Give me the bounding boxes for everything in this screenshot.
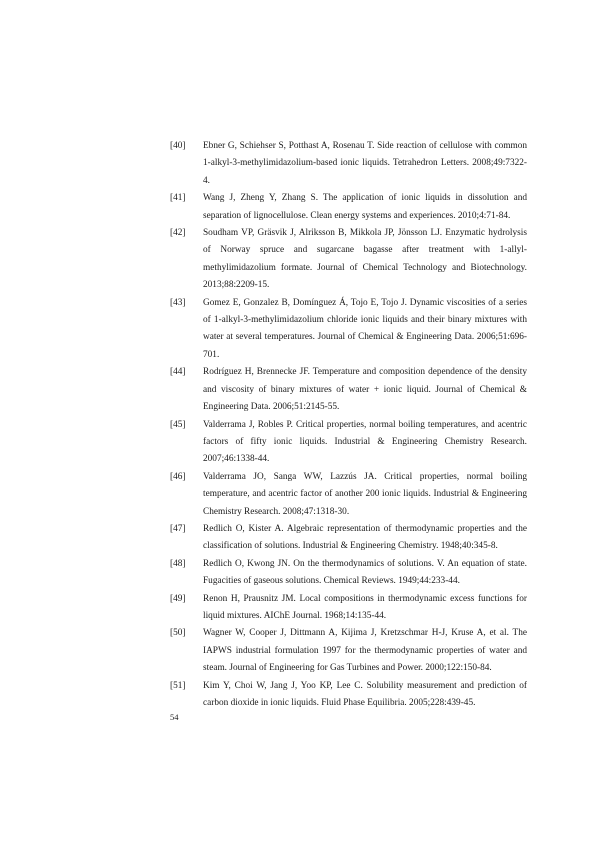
reference-number: [50] — [170, 628, 186, 639]
reference-number: [42] — [170, 228, 186, 239]
reference-text: Wagner W, Cooper J, Dittmann A, Kijima J, Kretzschmar H-J, Kruse A, et al. The IAPWS industrial formulation 1997 for the thermodynamic properties of water and steam. Journal of Engineering for Gas Turbines and Power. 2000;122:150-84. — [203, 628, 527, 674]
reference-number: [47] — [170, 523, 186, 534]
reference-item — [170, 556, 527, 591]
reference-text: Gomez E, Gonzalez B, Domínguez Á, Tojo E, Tojo J. Dynamic viscosities of a series of 1-alkyl-3-methylimidazolium chloride ionic liquids and their binary mixtures with water at several temperatures. Journal of Chemical & Engineering Data. 2006;51:696-701. — [203, 297, 527, 360]
reference-number: [51] — [170, 680, 186, 691]
reference-item — [170, 678, 527, 713]
page-number: 54 — [170, 712, 179, 722]
reference-number: [45] — [170, 419, 186, 430]
reference-item — [170, 469, 527, 521]
reference-text: Redlich O, Kwong JN. On the thermodynamics of solutions. V. An equation of state. Fugacities of gaseous solutions. Chemical Reviews. 1949;44:233-44. — [203, 558, 527, 587]
reference-item — [170, 625, 527, 677]
reference-number: [49] — [170, 593, 186, 604]
reference-number: [41] — [170, 193, 186, 204]
reference-number: [46] — [170, 471, 186, 482]
reference-item — [170, 190, 527, 225]
reference-item — [170, 225, 527, 295]
reference-item — [170, 521, 527, 556]
reference-text: Ebner G, Schiehser S, Potthast A, Rosenau T. Side reaction of cellulose with common 1-alkyl-3-methylimidazolium-based ionic liquids. Tetrahedron Letters. 2008;49:7322-4. — [203, 141, 527, 186]
reference-item — [170, 138, 527, 190]
reference-number: [48] — [170, 558, 186, 569]
reference-text: Redlich O, Kister A. Algebraic representation of thermodynamic properties and the classification of solutions. Industrial & Engineering Chemistry. 1948;40:345-8. — [203, 523, 527, 552]
reference-item — [170, 417, 527, 469]
reference-text: Rodríguez H, Brennecke JF. Temperature and composition dependence of the density and viscosity of binary mixtures of water + ionic liquid. Journal of Chemical & Engineering Data. 2006;51:2145-55. — [203, 367, 527, 413]
reference-text: Valderrama JO, Sanga WW, Lazzús JA. Critical properties, normal boiling temperature, and acentric factor of another 200 ionic liquids. Industrial & Engineering Chemistry Research. 2008;47:1318-30. — [203, 471, 527, 517]
reference-text: Valderrama J, Robles P. Critical properties, normal boiling temperatures, and acentric factors of fifty ionic liquids. Industrial & Engineering Chemistry Research. 2007;46:1338-44. — [203, 419, 527, 465]
reference-text: Renon H, Prausnitz JM. Local compositions in thermodynamic excess functions for liquid mixtures. AIChE Journal. 1968;14:135-44. — [203, 593, 527, 621]
reference-text: Kim Y, Choi W, Jang J, Yoo KP, Lee C. Solubility measurement and prediction of carbon dioxide in ionic liquids. Fluid Phase Equilibria. 2005;228:439-45. — [203, 680, 527, 708]
reference-text: Soudham VP, Gräsvik J, Alriksson B, Mikkola JP, Jönsson LJ. Enzymatic hydrolysis of Norway spruce and sugarcane bagasse after treatment with 1‐allyl‐methylimidazolium formate. Journal of Chemical Technology and Biotechnology. 2013;88:2209-15. — [203, 228, 527, 291]
reference-number: [40] — [170, 141, 186, 151]
reference-number: [44] — [170, 367, 186, 378]
reference-item — [170, 364, 527, 416]
reference-item — [170, 591, 527, 626]
reference-list — [170, 138, 527, 712]
reference-number: [43] — [170, 297, 186, 308]
reference-item — [170, 295, 527, 365]
reference-text: Wang J, Zheng Y, Zhang S. The application of ionic liquids in dissolution and separation of lignocellulose. Clean energy systems and experiences. 2010;4:71-84. — [203, 193, 527, 221]
